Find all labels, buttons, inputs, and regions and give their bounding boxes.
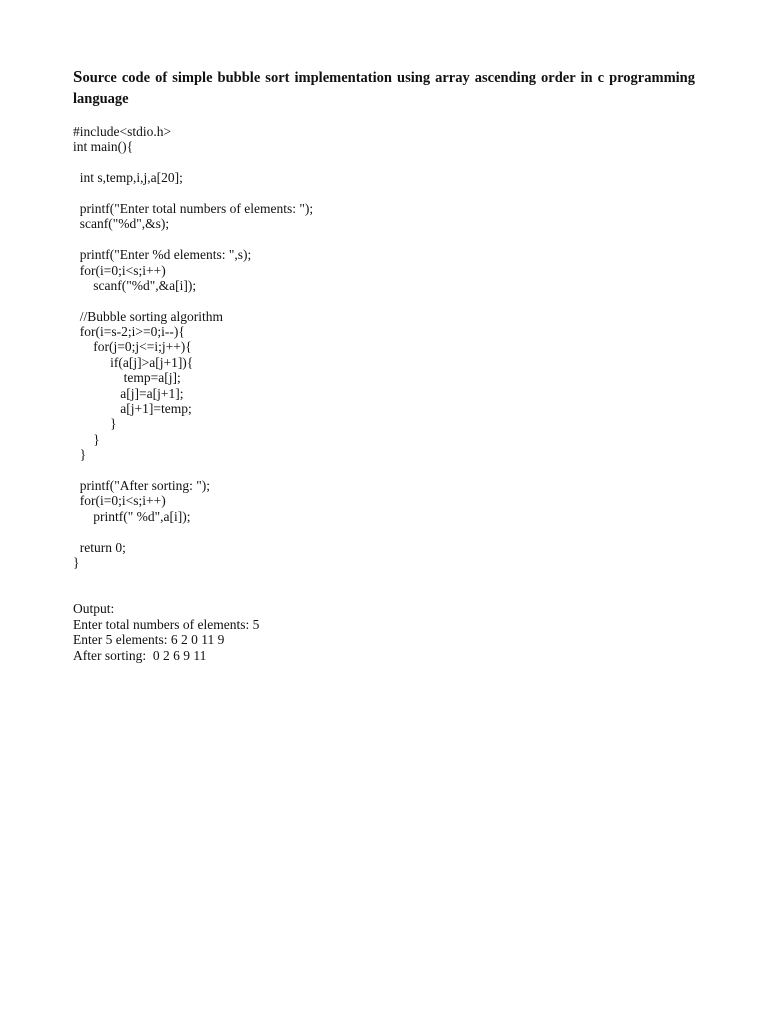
heading-text: ource code of simple bubble sort implementation using array ascending order in c programming language: [73, 70, 695, 107]
code-line: }: [73, 416, 117, 432]
output-line: After sorting: 0 2 6 9 11: [73, 647, 207, 663]
document-heading: [73, 66, 695, 110]
heading-first-letter: S: [73, 67, 83, 86]
code-line: [73, 232, 695, 247]
code-line: a[j+1]=temp;: [73, 401, 192, 417]
code-line: for(i=0;i<s;i++): [73, 262, 166, 278]
output-section: [73, 601, 695, 663]
code-line: scanf("%d",&s);: [73, 216, 170, 232]
code-line: }: [73, 447, 87, 463]
code-line: int s,temp,i,j,a[20];: [73, 170, 183, 186]
code-line: #include<stdio.h>: [73, 124, 172, 139]
code-line: [73, 463, 695, 478]
code-line: temp=a[j];: [73, 370, 181, 386]
code-line: [73, 186, 695, 201]
output-label: Output:: [73, 601, 115, 617]
code-line: printf("Enter %d elements: ",s);: [73, 247, 252, 263]
code-line: a[j]=a[j+1];: [73, 385, 184, 401]
code-line: return 0;: [73, 539, 126, 555]
code-line: printf("Enter total numbers of elements: ");: [73, 200, 314, 216]
code-line: }: [73, 554, 80, 570]
code-line: [73, 155, 695, 170]
output-line: Enter total numbers of elements: 5: [73, 616, 260, 632]
code-line: [73, 293, 695, 308]
code-line: for(j=0;j<=i;j++){: [73, 339, 192, 355]
document-page: [73, 66, 695, 663]
code-line: }: [73, 431, 100, 447]
code-line: int main(){: [73, 139, 134, 155]
code-line: scanf("%d",&a[i]);: [73, 277, 197, 293]
code-line: for(i=0;i<s;i++): [73, 493, 166, 509]
output-lines: [73, 617, 695, 663]
code-line: for(i=s-2;i>=0;i--){: [73, 324, 185, 340]
code-line: //Bubble sorting algorithm: [73, 308, 223, 324]
code-line: printf(" %d",a[i]);: [73, 508, 191, 524]
output-line: Enter 5 elements: 6 2 0 11 9: [73, 632, 225, 648]
code-line: printf("After sorting: ");: [73, 477, 210, 493]
code-line: if(a[j]>a[j+1]){: [73, 354, 194, 370]
code-line: [73, 524, 695, 539]
source-code-block: [73, 124, 695, 570]
